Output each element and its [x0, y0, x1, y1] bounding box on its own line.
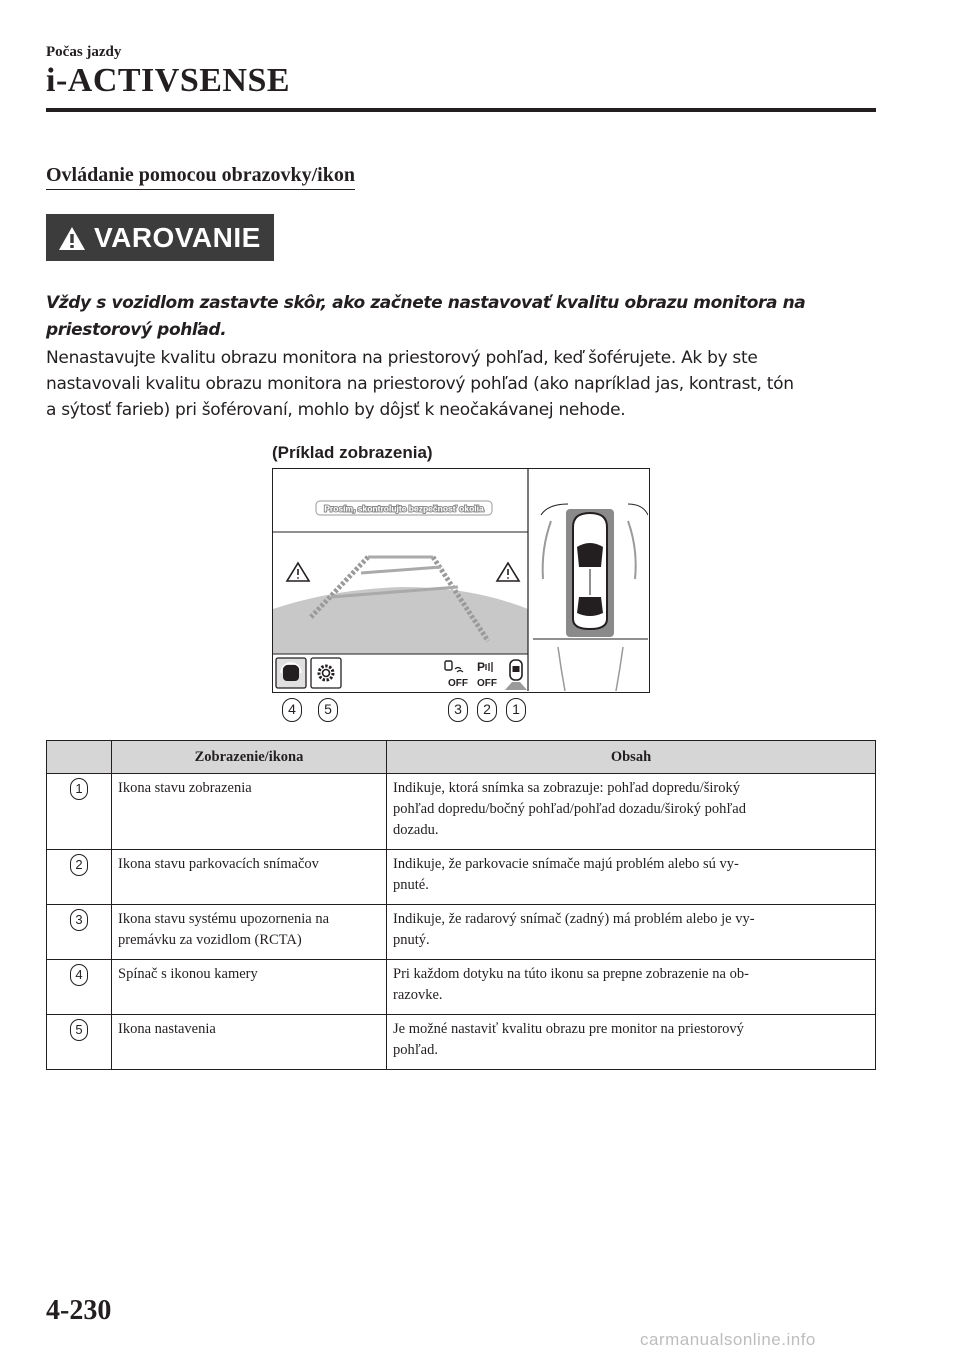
svg-text:P: P — [477, 660, 486, 674]
callout-4: 4 — [282, 698, 302, 722]
callout-2: 2 — [477, 698, 497, 722]
header-cell-content: Obsah — [387, 741, 876, 774]
monitor-illustration — [272, 468, 650, 693]
desc-line: Je možné nastaviť kvalitu obrazu pre monitor na priestorový — [393, 1021, 744, 1037]
subheading: Ovládanie pomocou obrazovky/ikon — [46, 164, 355, 190]
warning-body-text — [46, 345, 876, 423]
parking-off-label: OFF — [477, 678, 497, 689]
top-view-panel — [533, 504, 648, 691]
callout-5: 5 — [318, 698, 338, 722]
row-icon-name: Ikona stavu zobrazenia — [112, 774, 387, 850]
table-header-row — [47, 741, 876, 774]
table-row — [47, 774, 876, 850]
row-icon-name: Ikona nastavenia — [112, 1015, 387, 1070]
table-row — [47, 1015, 876, 1070]
rcta-off-label: OFF — [448, 678, 468, 689]
desc-line: pnutý. — [393, 932, 430, 948]
left-warning-icon — [287, 563, 309, 581]
callout-row — [272, 696, 650, 726]
figure-caption: (Príklad zobrazenia) — [272, 443, 433, 462]
desc-line: Indikuje, ktorá snímka sa zobrazuje: pohľad dopredu/široký — [393, 780, 740, 796]
desc-line: Pri každom dotyku na túto ikonu sa prepne zobrazenie na ob- — [393, 966, 749, 982]
row-icon-name: Ikona stavu parkovacích snímačov — [112, 850, 387, 905]
warning-body-line: a sýtosť farieb) pri šoférovaní, mohlo by dôjsť k neočakávanej nehode. — [46, 400, 626, 420]
warning-bold-text — [46, 290, 876, 344]
header-cell-number — [47, 741, 112, 774]
row-description — [387, 850, 876, 905]
desc-line: pnuté. — [393, 877, 429, 893]
section-label: Počas jazdy — [46, 44, 122, 60]
warning-body-line: nastavovali kvalitu obrazu monitora na priestorový pohľad (ako napríklad jas, kontrast, tón — [46, 374, 794, 394]
warning-label: VAROVANIE — [94, 221, 261, 253]
warning-badge — [46, 214, 274, 261]
row-icon-name: Spínač s ikonou kamery — [112, 960, 387, 1015]
desc-line: dozadu. — [393, 822, 439, 838]
name-line: premávku za vozidlom (RCTA) — [118, 932, 302, 948]
warning-triangle-icon — [58, 225, 86, 251]
view-status-icon — [505, 660, 527, 690]
car-top-icon — [573, 513, 607, 629]
monitor-screen — [273, 469, 648, 691]
table-row — [47, 905, 876, 960]
desc-line: Indikuje, že parkovacie snímače majú problém alebo sú vy- — [393, 856, 739, 872]
callout-3: 3 — [448, 698, 468, 722]
row-number: 4 — [70, 964, 88, 986]
camera-switch-icon[interactable] — [276, 658, 306, 688]
desc-line: razovke. — [393, 987, 443, 1003]
desc-line: Indikuje, že radarový snímač (zadný) má problém alebo je vy- — [393, 911, 755, 927]
warning-bold-line: priestorový pohľad. — [46, 320, 227, 340]
warning-bold-line: Vždy s vozidlom zastavte skôr, ako začnete nastavovať kvalitu obrazu monitora na — [46, 293, 806, 313]
header-cell-icon: Zobrazenie/ikona — [112, 741, 387, 774]
header-rule — [46, 108, 876, 112]
warning-body-line: Nenastavujte kvalitu obrazu monitora na priestorový pohľad, keď šoférujete. Ak by ste — [46, 348, 758, 368]
watermark: carmanualsonline.info — [640, 1330, 816, 1349]
parking-sensor-status-icon — [477, 660, 497, 689]
row-description — [387, 1015, 876, 1070]
row-number: 1 — [70, 778, 88, 800]
right-warning-icon — [497, 563, 519, 581]
banner-text: Prosím, skontrolujte bezpečnosť okolia — [324, 503, 484, 514]
row-number: 5 — [70, 1019, 88, 1041]
row-description — [387, 960, 876, 1015]
table-row — [47, 850, 876, 905]
settings-gear-icon[interactable] — [311, 658, 341, 688]
icon-table — [46, 740, 876, 1070]
callout-1: 1 — [506, 698, 526, 722]
name-line: Ikona stavu systému upozornenia na — [118, 911, 330, 927]
row-description — [387, 905, 876, 960]
row-number: 2 — [70, 854, 88, 876]
desc-line: pohľad. — [393, 1042, 438, 1058]
desc-line: pohľad dopredu/bočný pohľad/pohľad dozadu/široký pohľad — [393, 801, 746, 817]
row-icon-name — [112, 905, 387, 960]
table-row — [47, 960, 876, 1015]
page-number: 4-230 — [46, 1295, 112, 1326]
rcta-status-icon — [445, 661, 468, 689]
chapter-title: i-ACTIVSENSE — [46, 62, 291, 99]
row-number: 3 — [70, 909, 88, 931]
row-description — [387, 774, 876, 850]
